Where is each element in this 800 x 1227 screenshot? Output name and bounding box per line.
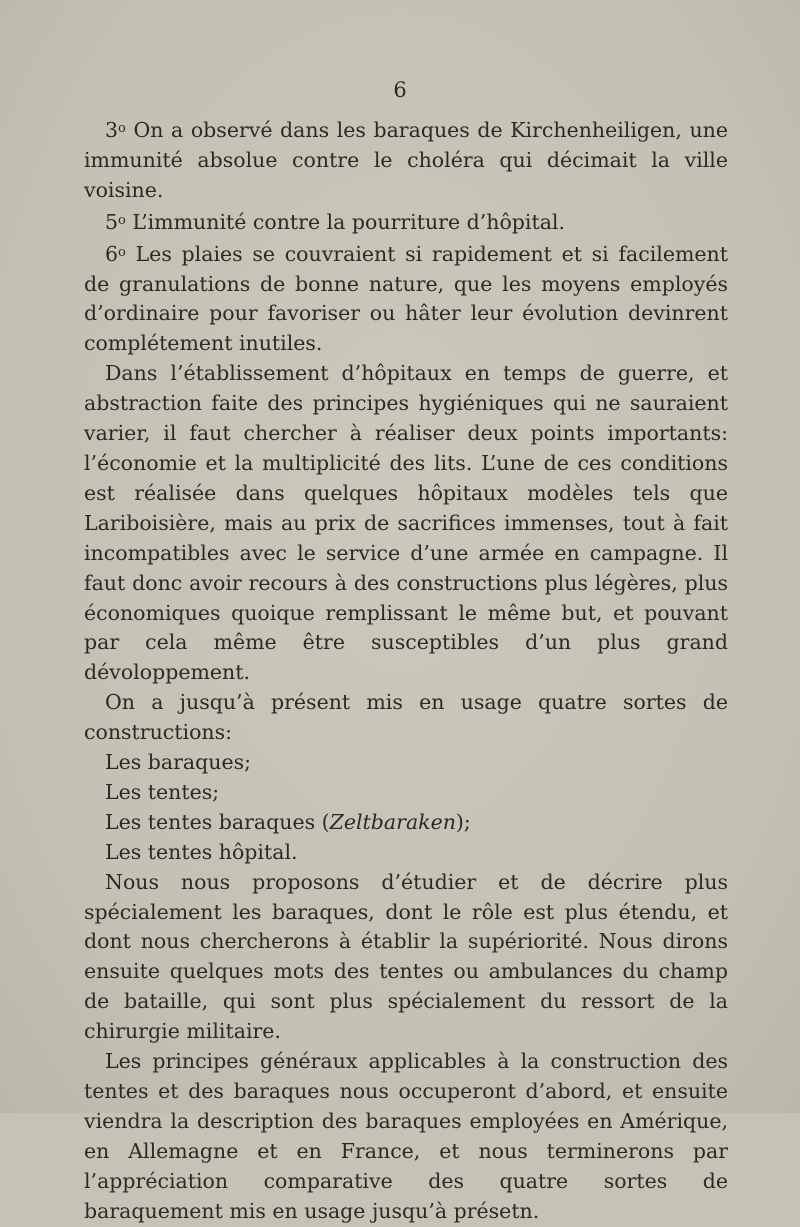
italic-term: Zeltbaraken [329, 809, 456, 834]
body-text [84, 114, 728, 1227]
paragraph-point-5 [84, 206, 728, 238]
list-item-text: Les tentes baraques ( [105, 809, 330, 834]
ordinal-mark: o [118, 212, 126, 228]
ordinal-mark: o [118, 244, 126, 260]
point-number: 6 [105, 241, 119, 266]
ordinal-mark: o [118, 121, 126, 136]
paragraph-construction-types: On a jusqu’à présent mis en usage quatre sortes de constructions: [84, 690, 728, 745]
paragraph-baraques-study: Nous nous proposons d’étudier et de décrire plus spécialement les baraques, dont le rôle est plus étendu, et dont nous chercherons à établir la supériorité. Nous dirons ensuite quelques mots des tentes ou ambulances du champ de bataille, qui sont plus spécialement du ressort de la chirurgie militaire. [84, 869, 728, 1044]
paragraph-hospitals: Dans l’établissement d’hôpitaux en temps de guerre, et abstraction faite des principes hygiéniques qui ne sauraient varier, il faut chercher à réaliser deux points importants: l’économie et la multiplicité des lits. L’une de ces conditions est réalisée dans quelques hôpitaux modèles tels que Lariboisière, mais au prix de sacrifices immenses, tout à fait incompatibles avec le service d’une armée en campagne. Il faut donc avoir recours à des constructions plus légères, plus économiques quoique remplissant le même but, et pouvant par cela même être susceptibles d’un plus grand dévoloppement. [84, 361, 728, 685]
paragraph-text: L’immunité contre la pourriture d’hôpital. [125, 209, 566, 234]
paragraph-principles: Les principes généraux applicables à la construction des tentes et des baraques nous occuperont d’abord, et ensuite viendra la description des baraques employées en Amérique, en Allemagne et en France, et nous terminerons par l’appréciation comparative des quatre sortes de baraquement mis en usage jusqu’à présetn. [84, 1049, 728, 1223]
list-item-tentes: Les tentes; [105, 779, 220, 804]
point-number: 3 [105, 118, 119, 142]
paragraph-point-6 [84, 238, 728, 360]
list-item-tentes-baraques [84, 808, 728, 838]
paragraph-point-3 [84, 114, 728, 206]
list-item-text-after: ); [455, 809, 471, 834]
point-number: 5 [105, 209, 119, 234]
paragraph-text: On a observé dans les baraques de Kirchenheiligen, une immunité absolue contre le choléra qui décimait la ville voisine. [84, 118, 728, 202]
list-item-tentes-hopital: Les tentes hôpital. [105, 839, 298, 864]
page-number: 6 [393, 78, 407, 102]
list-item-baraques: Les baraques; [105, 750, 252, 775]
paragraph-text: Les plaies se couvraient si rapidement et si facilement de granulations de bonne nature, que les moyens employés d’ordinaire pour favoriser ou hâter leur évolution devinrent complétement inutiles. [84, 241, 728, 356]
